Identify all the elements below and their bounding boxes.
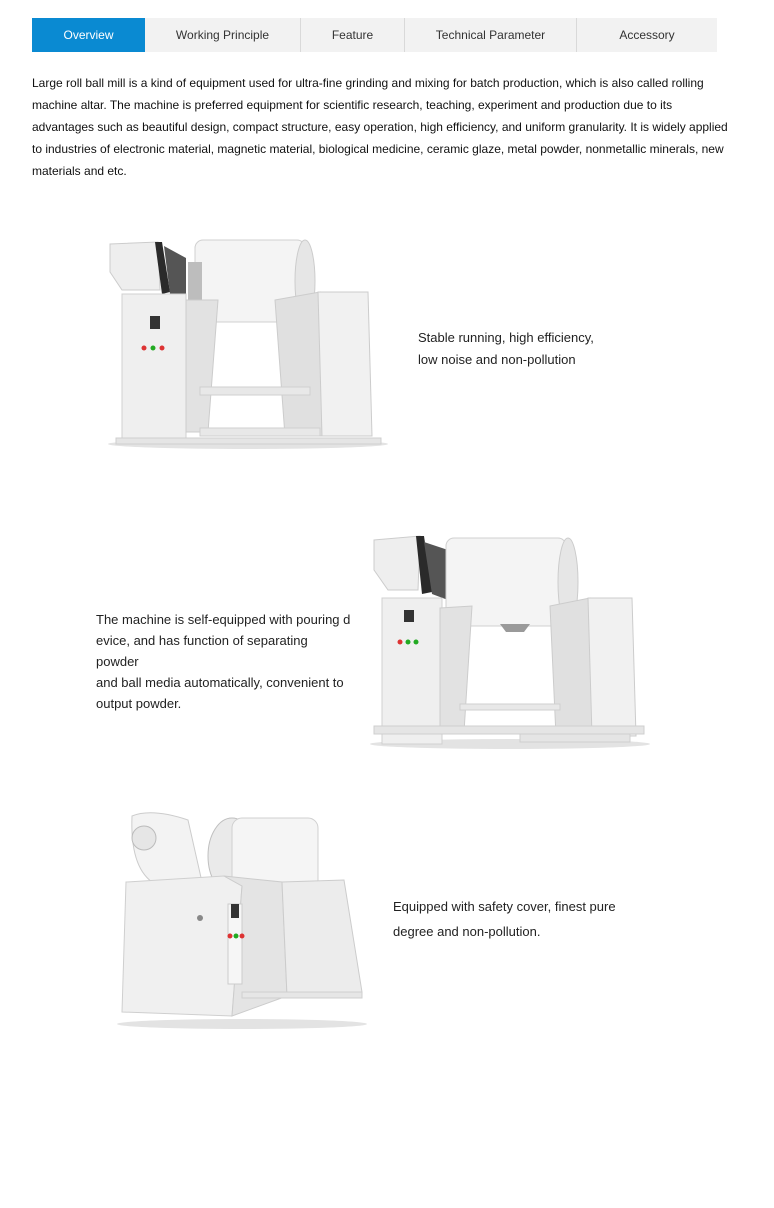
- feature-caption-2-line-4: output powder.: [96, 696, 182, 711]
- feature-caption-2: [96, 609, 352, 714]
- tab-working-principle[interactable]: Working Principle: [145, 18, 301, 52]
- tab-feature[interactable]: Feature: [301, 18, 405, 52]
- tab-accessory[interactable]: Accessory: [619, 28, 675, 42]
- tab-overview[interactable]: Overview: [32, 18, 145, 52]
- feature-caption-2-line-1: The machine is self-equipped with pouring d: [96, 612, 351, 627]
- feature-caption-1-line-1: Stable running, high efficiency,: [418, 330, 594, 345]
- feature-caption-3: [393, 894, 633, 944]
- feature-caption-3-line-2: degree and non-pollution.: [393, 924, 541, 939]
- ball-mill-image-2: [360, 528, 655, 754]
- feature-caption-1-line-2: low noise and non-pollution: [418, 352, 576, 367]
- intro-paragraph: Large roll ball mill is a kind of equipment used for ultra-fine grinding and mixing for batch production, which is also called rolling machine altar. The machine is preferred equipment for scientific research, teaching, experiment and production due to its advantages such as beautiful design, compact structure, easy operation, high efficiency, and uniform granularity. It is widely applied to industries of electronic material, magnetic material, biological medicine, ceramic glaze, metal powder, nonmetallic minerals, new materials and etc.: [32, 76, 728, 178]
- ball-mill-image-3: [112, 806, 377, 1034]
- tab-bar: [32, 18, 717, 52]
- feature-caption-3-line-1: Equipped with safety cover, finest pure: [393, 899, 616, 914]
- tab-technical-parameter[interactable]: Technical Parameter: [405, 18, 577, 52]
- feature-caption-2-line-2: evice, and has function of separating powder: [96, 633, 308, 669]
- ball-mill-image-1: [100, 232, 390, 454]
- feature-caption-1: [418, 327, 638, 371]
- feature-caption-2-line-3: and ball media automatically, convenient to: [96, 675, 344, 690]
